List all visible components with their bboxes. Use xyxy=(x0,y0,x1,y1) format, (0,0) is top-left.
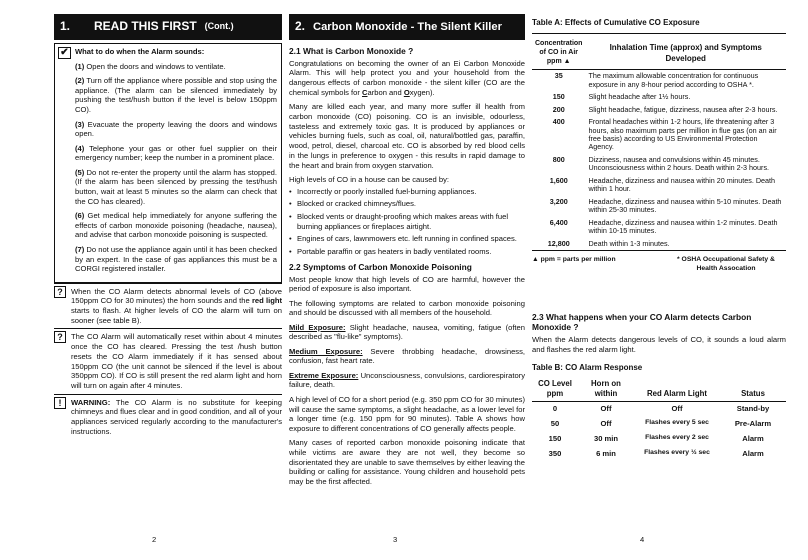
alarm-step: (2) Turn off the appliance where possible and stop using the appliance. (The alarm can be silenced immediately by pushing the test/hush button if the level is below 150ppm CO). xyxy=(75,76,277,115)
alarm-step: (7) Do not use the appliance again until it has been checked by an expert. In the case of gas appliances this must be a CORGI registered installer. xyxy=(75,244,277,274)
section-header-2 xyxy=(289,14,525,40)
table-b-header: Horn on within xyxy=(578,377,634,401)
co-level-cell: 6,400 xyxy=(549,217,568,227)
co-description: Many are killed each year, and many more suffer ill health from carbon monoxide (CO) poisoning. CO is an invisible, odourless, tasteless and extremely toxic gas. It is produced by appliances or vehicles burning fuels, such as coal, oil, natural/bottled gas, paraffin, wood, petrol, diesel, charcoal etc. CO is absorbed by red blood cells in the lungs in preference to oxygen - this results in rapid damage to the heart and brain from oxygen starvation. xyxy=(289,102,525,170)
table-row xyxy=(532,401,786,416)
co-level-cell: 400 xyxy=(552,117,565,127)
section-header-1 xyxy=(54,14,282,40)
symptom-cell: Headache, dizziness and nausea within 1-2 minutes. Death within 10-15 minutes. xyxy=(588,217,778,236)
note2-text: The CO Alarm will automatically reset within about 4 minutes once the CO has cleared. Pressing the test /hush button resets the CO Alarm immediately if it has sensed about 150ppm CO (the unit cannot be silenced if the level is about 350ppm CO). If CO is still present the red alarm light and horn will turn on again after 4 minutes. xyxy=(71,332,282,390)
co-level-cell: 800 xyxy=(552,154,565,164)
page-left xyxy=(54,0,282,440)
intro-paragraph: Congratulations on becoming the owner of an Ei Carbon Monoxide Alarm. This will help protect you and your household from the dangerous effects of carbon monoxide - the silent killer (CO are the chemical symbols for Carbon and Oxygen). xyxy=(289,58,525,97)
page-right xyxy=(532,0,786,461)
table-row xyxy=(532,217,786,238)
table-a xyxy=(532,33,786,251)
alarm-step: (1) Open the doors and windows to ventilate. xyxy=(75,61,226,71)
page-number: 3 xyxy=(393,535,398,544)
table-b-light-cell: Flashes every ½ sec xyxy=(644,449,710,457)
table-row xyxy=(532,116,786,154)
table-row xyxy=(532,238,786,250)
table-b-status-cell: Alarm xyxy=(742,433,764,443)
table-b-header: CO Level ppm xyxy=(532,377,578,401)
symptom-cell: The maximum allowable concentration for continuous exposure in any 8-hour period according to OSHA *. xyxy=(588,71,759,89)
table-a-header-concentration: Concentration of CO in Air ppm ▲ xyxy=(532,38,585,69)
alarm-step: (4) Telephone your gas or other fuel supplier on their emergency number; keep the number in a prominent place. xyxy=(75,143,277,163)
symptom-cell: Dizziness, nausea and convulsions within 45 minutes. Unconsciousness within 2 hours. Death within 2-3 hours. xyxy=(588,154,770,173)
medium-exposure: Medium Exposure: Severe throbbing headache, drowsiness, confusion, fast heart rate. xyxy=(289,346,525,366)
table-b-level-cell: 50 xyxy=(550,418,560,428)
table-b-light-cell: Off xyxy=(671,404,683,414)
section-number: 1. xyxy=(60,19,71,34)
extreme-exposure: Extreme Exposure: Unconsciousness, convulsions, cardiorespiratory failure, death. xyxy=(289,370,526,390)
table-b-level-cell: 150 xyxy=(548,433,562,443)
warning-note xyxy=(54,394,282,437)
table-row xyxy=(532,175,786,196)
table-b-horn-cell: 30 min xyxy=(593,433,619,443)
table-a-notes xyxy=(532,256,786,273)
page-middle xyxy=(289,0,525,491)
table-b-status-cell: Stand-by xyxy=(736,404,770,414)
section-number: 2. xyxy=(295,19,306,34)
symptom-cell: Slight headache, fatigue, dizziness, nausea after 2-3 hours. xyxy=(588,104,778,114)
note1-text: When the CO Alarm detects abnormal levels of CO (above 150ppm CO for 30 minutes) the horn sounds and the red light starts to flash. At higher levels of CO the alarm will turn on sooner (see table B). xyxy=(71,286,283,325)
table-b-status-cell: Alarm xyxy=(742,448,764,458)
table-b-horn-cell: 6 min xyxy=(596,448,616,458)
cause-item: • Portable paraffin or gas heaters in badly ventilated rooms. xyxy=(289,247,525,257)
symptom-cell: Headache, dizziness and nausea within 5-10 minutes. Death within 25-30 minutes. xyxy=(588,196,782,215)
alarm-steps-box xyxy=(54,43,282,283)
table-b-level-cell: 350 xyxy=(548,448,562,458)
table-a-header-symptoms: Inhalation Time (approx) and Symptoms Developed xyxy=(585,38,786,69)
ppm-note: ▲ ppm = parts per million xyxy=(532,256,616,264)
co-level-cell: 150 xyxy=(552,92,565,102)
causes-intro: High levels of CO in a house can be caused by: xyxy=(289,174,449,184)
cause-item: • Blocked vents or draught-proofing which makes areas with fuel burning appliances or fireplaces airtight. xyxy=(289,212,525,231)
alarm-step: (6) Get medical help immediately for anyone suffering the effects of carbon monoxide poisoning (headache, nausea), and advise that carbon monoxide poisoning is suspected. xyxy=(75,211,277,240)
osha-note: * OSHA Occupational Safety & Health Assocation xyxy=(677,256,775,273)
table-b-header: Status xyxy=(720,377,786,401)
table-row xyxy=(532,104,786,116)
box-title: What to do when the Alarm sounds: xyxy=(75,47,205,56)
heading-2-1: 2.1 What is Carbon Monoxide ? xyxy=(289,46,414,56)
table-row xyxy=(532,416,786,431)
table-b-horn-cell: Off xyxy=(600,418,612,428)
table-a-title: Table A: Effects of Cumulative CO Exposure xyxy=(532,18,700,27)
mild-exposure: Mild Exposure: Slight headache, nausea, vomiting, fatigue (often described as "flu-like" symptoms). xyxy=(289,322,525,342)
question-icon: ? xyxy=(54,331,66,343)
symptom-cell: Headache, dizziness and nausea within 20 minutes. Death within 1 hour. xyxy=(588,175,776,194)
symptoms-paragraph: The following symptoms are related to carbon monoxide poisoning and should be discussed with all members of the household. xyxy=(289,298,525,318)
table-b-level-cell: 0 xyxy=(552,404,558,414)
table-row xyxy=(532,154,786,175)
warning-text: WARNING: The CO Alarm is no substitute for keeping chimneys and flues clear and in good condition, and all of your appliances serviced regularly according to the manufacturer's instructions. xyxy=(71,397,282,436)
checkmark-icon: ✔ xyxy=(58,47,71,59)
table-row xyxy=(532,70,786,91)
high-level-paragraph: A high level of CO for a short period (e.g. 350 ppm CO for 30 minutes) will cause the same symptoms, a slight headache, as a lower level for a longer time (e.g. 150 ppm for 90 minutes). Table A shows how exposure to different concentrations of CO generally affects people. xyxy=(289,394,525,433)
alarm-step: (3) Evacuate the property leaving the doors and windows open. xyxy=(75,119,277,139)
note-reset xyxy=(54,328,282,390)
alarm-detect-paragraph: When the Alarm detects dangerous levels of CO, it sounds a loud alarm and flashes the red alarm light. xyxy=(532,335,786,354)
table-b-title: Table B: CO Alarm Response xyxy=(532,362,643,372)
symptom-cell: Frontal headaches within 1-2 hours, life threatening after 3 hours, also maximum parts per million in flue gas (on an air free basis) according to US Environmental Protection Agency. xyxy=(588,117,777,152)
table-b-horn-cell: Off xyxy=(600,404,612,414)
page-number: 4 xyxy=(640,535,645,544)
alarm-step: (5) Do not re-enter the property until the alarm has stopped. (If the alarm has been silenced by pressing the test/hush button, wait at least 5 minutes so the alarm can check that the CO has cleared). xyxy=(75,167,277,206)
table-b-status-cell: Pre-Alarm xyxy=(734,418,772,428)
co-level-cell: 12,800 xyxy=(547,238,570,248)
cause-item: • Incorrectly or poorly installed fuel-burning appliances. xyxy=(289,187,525,197)
exposure-paragraph: Most people know that high levels of CO are harmful, however the period of exposure is also important. xyxy=(289,274,525,294)
table-row xyxy=(532,446,786,461)
table-row xyxy=(532,196,786,217)
section-title: Carbon Monoxide - The Silent Killer xyxy=(313,20,502,33)
section-title: READ THIS FIRST xyxy=(94,19,197,34)
section-cont: (Cont.) xyxy=(204,21,234,32)
symptom-cell: Slight headache after 1½ hours. xyxy=(588,92,691,102)
heading-2-3: 2.3 What happens when your CO Alarm detects Carbon Monoxide ? xyxy=(532,311,752,333)
exclamation-icon: ! xyxy=(54,397,66,409)
table-b xyxy=(532,377,786,461)
symptom-cell: Death within 1-3 minutes. xyxy=(588,238,670,248)
page-number: 2 xyxy=(152,535,157,544)
cause-item: • Blocked or cracked chimneys/flues. xyxy=(289,199,525,209)
table-b-light-cell: Flashes every 5 sec xyxy=(645,419,709,427)
table-b-light-cell: Flashes every 2 sec xyxy=(645,434,709,442)
note-horn xyxy=(54,283,282,326)
co-level-cell: 1,600 xyxy=(549,175,568,185)
causes-list xyxy=(289,187,525,257)
table-b-header: Red Alarm Light xyxy=(634,377,720,401)
cause-item: • Engines of cars, lawnmowers etc. left running in confined spaces. xyxy=(289,234,525,244)
heading-2-2: 2.2 Symptoms of Carbon Monoxide Poisoning xyxy=(289,261,472,272)
co-level-cell: 200 xyxy=(552,104,565,114)
co-level-cell: 3,200 xyxy=(549,196,568,206)
table-row xyxy=(532,431,786,446)
co-level-cell: 35 xyxy=(554,71,563,81)
question-icon: ? xyxy=(54,286,66,298)
steps-list xyxy=(75,62,277,274)
table-row xyxy=(532,91,786,103)
cases-paragraph: Many cases of reported carbon monoxide poisoning indicate that while victims are aware they are not well, they become so disorientated they are unable to save themselves by either leaving the building or calling for assistance. Young children and household pets may be the first affected. xyxy=(289,438,525,487)
